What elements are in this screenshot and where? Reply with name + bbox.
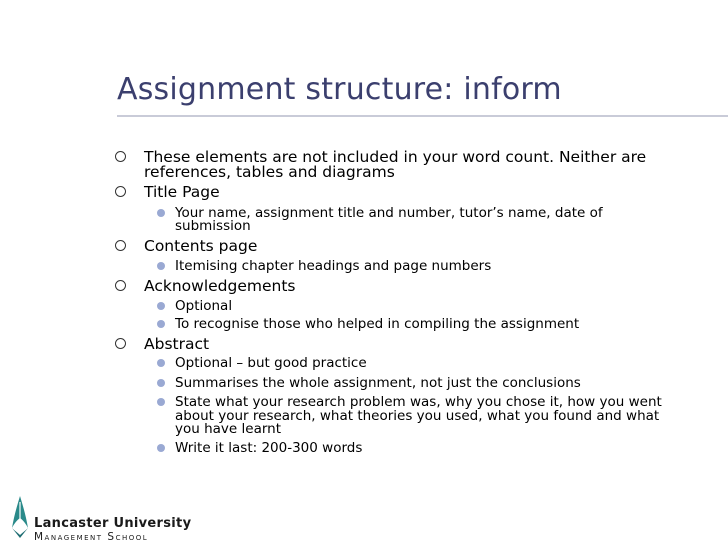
bullet-item (144, 279, 295, 294)
hollow-circle-bullet-icon (115, 240, 126, 251)
filled-dot-bullet-icon (157, 444, 165, 452)
lancaster-logo-mark-icon (8, 494, 32, 540)
sub-bullet-item (175, 356, 367, 370)
filled-dot-bullet-icon (157, 320, 165, 328)
slide-title: Assignment structure: inform (117, 72, 562, 107)
sub-bullet-text: State what your research problem was, why you chose it, how you went (175, 394, 662, 410)
logo-line-school: Management School (34, 531, 149, 543)
sub-bullet-text: you have learnt (175, 421, 282, 437)
sub-bullet-text: about your research, what theories you used, what you found and what (175, 408, 660, 424)
hollow-circle-bullet-icon (115, 338, 126, 349)
sub-bullet-text: Optional (175, 298, 233, 314)
hollow-circle-bullet-icon (115, 186, 126, 197)
bullet-text: Title Page (144, 183, 220, 201)
bullet-item (144, 337, 209, 352)
hollow-circle-bullet-icon (115, 151, 126, 162)
bullet-text: references, tables and diagrams (144, 163, 395, 181)
filled-dot-bullet-icon (157, 359, 165, 367)
bullet-text: Abstract (144, 335, 210, 353)
filled-dot-bullet-icon (157, 379, 165, 387)
sub-bullet-item (175, 317, 579, 331)
sub-bullet-text: Your name, assignment title and number, tutor’s name, date of (175, 205, 603, 221)
filled-dot-bullet-icon (157, 209, 165, 217)
sub-bullet-text: Itemising chapter headings and page numbers (175, 258, 492, 274)
sub-bullet-text: submission (175, 218, 251, 234)
bullet-item (144, 239, 257, 254)
sub-bullet-item (175, 299, 232, 313)
sub-bullet-continuation (175, 422, 281, 436)
sub-bullet-item (175, 395, 662, 409)
sub-bullet-item (175, 259, 491, 273)
title-divider (117, 115, 728, 117)
sub-bullet-text: Write it last: 200-300 words (175, 440, 363, 456)
sub-bullet-item (175, 376, 581, 390)
logo-line-university: Lancaster University (34, 516, 192, 531)
sub-bullet-item (175, 441, 362, 455)
hollow-circle-bullet-icon (115, 280, 126, 291)
filled-dot-bullet-icon (157, 302, 165, 310)
bullet-text: Acknowledgements (144, 277, 296, 295)
sub-bullet-text: To recognise those who helped in compiling the assignment (175, 316, 580, 332)
bullet-text: These elements are not included in your word count. Neither are (144, 148, 647, 166)
sub-bullet-text: Summarises the whole assignment, not just the conclusions (175, 375, 581, 391)
filled-dot-bullet-icon (157, 398, 165, 406)
lancaster-logo (8, 494, 192, 543)
sub-bullet-continuation (175, 219, 251, 233)
sub-bullet-text: Optional – but good practice (175, 355, 367, 371)
bullet-text: Contents page (144, 237, 258, 255)
bullet-continuation (144, 165, 395, 180)
bullet-item (144, 185, 220, 200)
filled-dot-bullet-icon (157, 262, 165, 270)
